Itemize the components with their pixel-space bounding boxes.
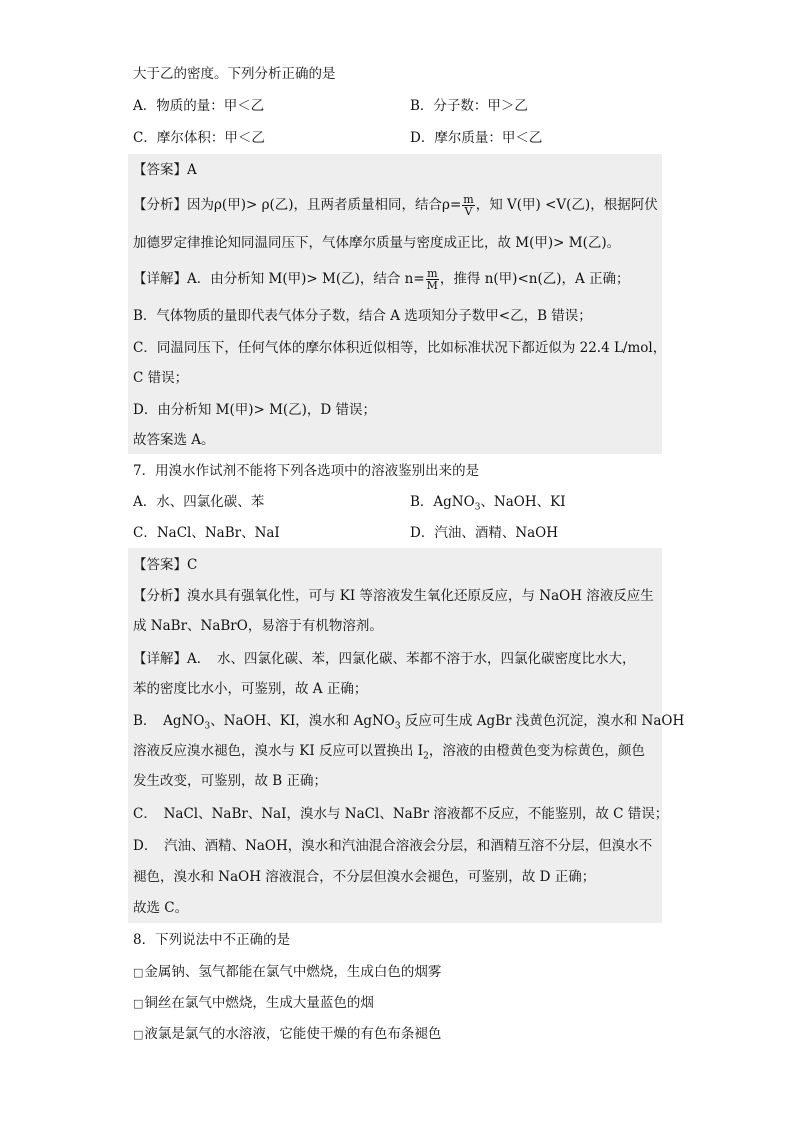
option-d: D．汽油、酒精、NaOH <box>410 525 559 541</box>
statement-item <box>133 1024 441 1045</box>
option-a: A．物质的量：甲＜乙 <box>133 98 265 114</box>
moles-fraction <box>426 268 439 291</box>
detail-line: B．气体物质的量即代表气体分子数，结合 A 选项知分子数甲<乙，B 错误； <box>133 308 592 324</box>
analysis-line: 成 NaBr、NaBrO，易溶于有机物溶剂。 <box>133 618 383 634</box>
option-c: C．摩尔体积：甲＜乙 <box>133 130 265 146</box>
question-8-stem: 8．下列说法中不正确的是 <box>133 932 291 948</box>
detail-line: 苯的密度比水小，可鉴别，故 A 正确； <box>133 681 368 697</box>
fraction-denominator: V <box>464 205 473 218</box>
answer-label: 【答案】C <box>133 557 198 573</box>
subscript: 2 <box>423 751 429 762</box>
option-d: D．摩尔质量：甲＜乙 <box>410 130 543 146</box>
statement-item <box>133 993 374 1014</box>
analysis-text: 【分析】因为ρ(甲)> ρ(乙)，且两者质量相同，结合ρ= <box>133 197 462 213</box>
question-stem-continuation: 大于乙的密度。下列分析正确的是 <box>133 66 336 82</box>
detail-text: B． AgNO <box>133 713 205 729</box>
option-b: B．分子数：甲＞乙 <box>410 98 528 114</box>
detail-line: 【详解】A． 水、四氯化碳、苯，四氯化碳、苯都不溶于水，四氯化碳密度比水大， <box>133 651 636 667</box>
detail-text: 溶液反应溴水褪色，溴水与 KI 反应可以置换出 I <box>133 743 424 759</box>
statement-marker: □ <box>133 1028 144 1041</box>
fraction-numerator: m <box>463 193 474 206</box>
detail-text: 【详解】A．由分析知 M(甲)> M(乙)，结合 n= <box>133 271 425 287</box>
option-b <box>410 492 566 518</box>
detail-line: C 错误； <box>133 370 189 386</box>
detail-line: C．同温同压下，任何气体的摩尔体积近似相等，比如标准状况下都近似为 22.4 L/mol， <box>133 340 667 356</box>
density-fraction <box>462 194 474 217</box>
subscript: 3 <box>474 502 481 513</box>
option-text: 、NaOH、KI <box>480 494 566 510</box>
detail-line <box>133 268 630 291</box>
statement-marker: □ <box>133 966 144 979</box>
analysis-line <box>133 194 658 217</box>
detail-text: ，溶液的由橙黄色变为棕黄色，颜色 <box>428 743 645 759</box>
subscript: 3 <box>394 721 401 732</box>
detail-line <box>133 741 645 767</box>
option-text: B．AgNO <box>410 494 475 510</box>
conclusion-line: 故选 C。 <box>133 900 189 916</box>
fraction-denominator: M <box>426 279 438 292</box>
statement-item <box>133 962 441 983</box>
statement-marker: □ <box>133 997 144 1010</box>
analysis-text: ，知 V(甲) <V(乙)，根据阿伏 <box>475 197 658 213</box>
conclusion-line: 故答案选 A。 <box>133 432 215 448</box>
statement-text: 液氯是氯气的水溶液，它能使干燥的有色布条褪色 <box>144 1026 442 1042</box>
detail-line: C． NaCl、NaBr、NaI，溴水与 NaCl、NaBr 溶液都不反应，不能鉴别，故 C 错误； <box>133 806 669 822</box>
detail-text: ，推得 n(甲)<n(乙)，A 正确； <box>439 271 630 287</box>
detail-text: 、NaOH、KI，溴水和 AgNO <box>210 713 395 729</box>
statement-text: 金属钠、氢气都能在氯气中燃烧，生成白色的烟雾 <box>144 964 442 980</box>
answer-label: 【答案】A <box>133 162 197 178</box>
detail-line: 发生改变，可鉴别，故 B 正确； <box>133 773 328 789</box>
statement-text: 铜丝在氯气中燃烧，生成大量蓝色的烟 <box>144 995 374 1011</box>
option-a: A．水、四氯化碳、苯 <box>133 494 265 510</box>
detail-line: D．由分析知 M(甲)> M(乙)，D 错误； <box>133 402 377 418</box>
analysis-line: 【分析】溴水具有强氧化性，可与 KI 等溶液发生氧化还原反应，与 NaOH 溶液反应生 <box>133 588 654 604</box>
detail-line: 褪色，溴水和 NaOH 溶液混合，不分层但溴水会褪色，可鉴别，故 D 正确； <box>133 869 596 885</box>
subscript: 3 <box>204 721 211 732</box>
question-7-stem: 7．用溴水作试剂不能将下列各选项中的溶液鉴别出来的是 <box>133 463 480 479</box>
detail-line <box>133 711 684 737</box>
analysis-line: 加德罗定律推论知同温同压下，气体摩尔质量与密度成正比，故 M(甲)> M(乙)。 <box>133 235 621 251</box>
fraction-numerator: m <box>427 267 438 280</box>
detail-line: D． 汽油、酒精、NaOH，溴水和汽油混合溶液会分层，和酒精互溶不分层，但溴水不 <box>133 838 653 854</box>
option-c: C．NaCl、NaBr、NaI <box>133 525 280 541</box>
detail-text: 反应可生成 AgBr 浅黄色沉淀，溴水和 NaOH <box>400 713 685 729</box>
